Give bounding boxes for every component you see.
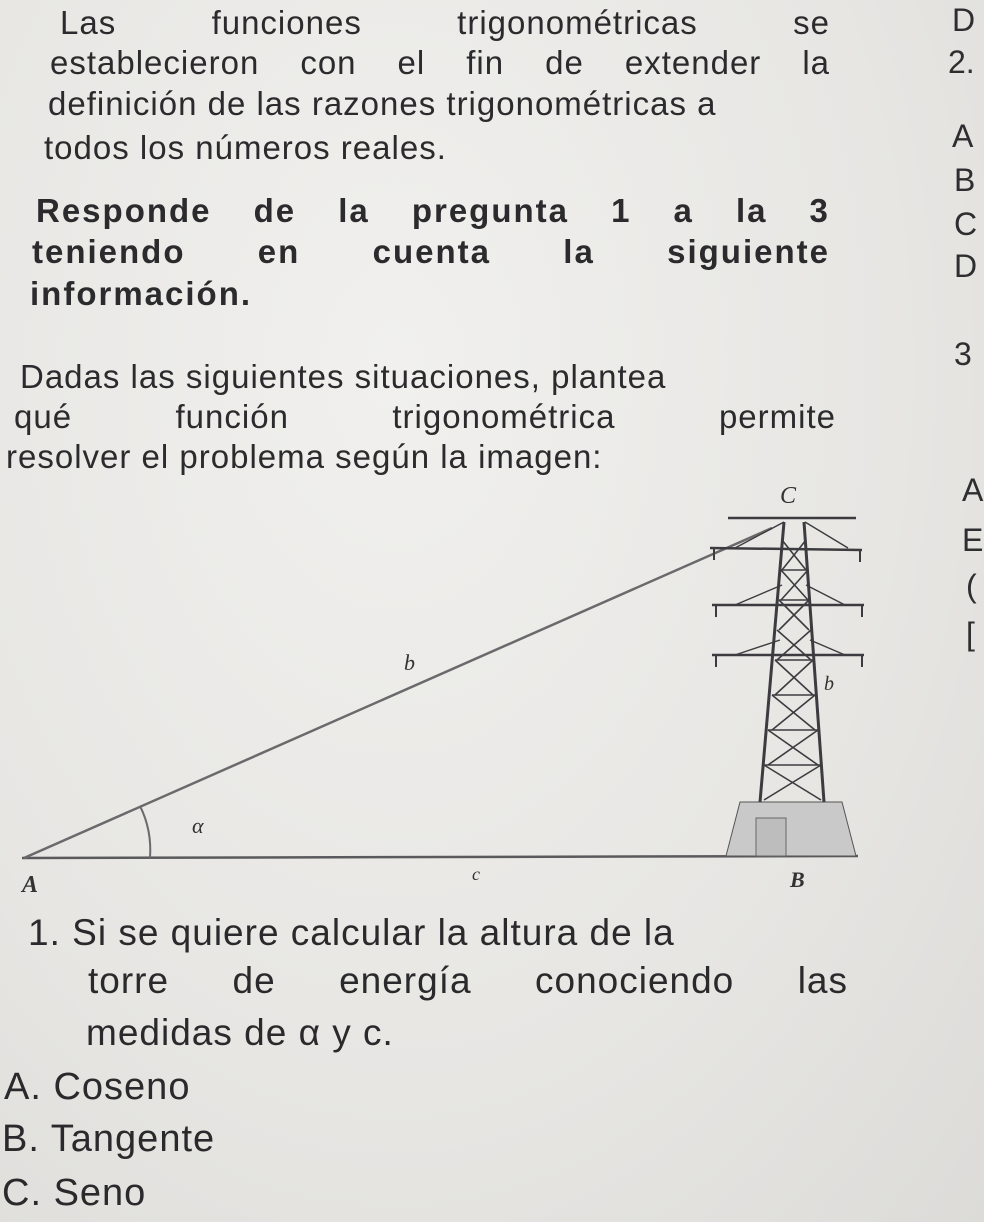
word: trigonométrica bbox=[392, 398, 616, 435]
margin-letter-d: D bbox=[952, 2, 976, 38]
angle-arc bbox=[140, 806, 150, 858]
intro-line-4: todos los números reales. bbox=[44, 129, 447, 166]
prompt-line-3: resolver el problema según la imagen: bbox=[6, 438, 603, 475]
margin-option-d2: [ bbox=[966, 616, 975, 652]
word: funciones bbox=[211, 4, 362, 41]
word: la bbox=[338, 192, 370, 229]
word: se bbox=[793, 4, 830, 41]
instruction-line-3: información. bbox=[30, 275, 253, 312]
option-text: Seno bbox=[53, 1172, 147, 1214]
word: la bbox=[735, 192, 768, 229]
vertex-b-label: B bbox=[790, 867, 805, 892]
prompt-line-1: Dadas las siguientes situaciones, plantea bbox=[20, 358, 667, 395]
word: 3 bbox=[809, 192, 830, 229]
margin-option-b2: E bbox=[962, 522, 984, 558]
option-letter: B. bbox=[2, 1118, 40, 1160]
word: Responde bbox=[36, 192, 212, 229]
vertex-c-label: C bbox=[780, 483, 797, 509]
word: de bbox=[545, 44, 584, 81]
word: la bbox=[563, 233, 595, 270]
option-text: Tangente bbox=[50, 1118, 216, 1160]
word: pregunta bbox=[411, 192, 569, 229]
margin-option-b: B bbox=[954, 162, 976, 198]
intro-line-3: definición de las razones trigonométricas a bbox=[48, 85, 717, 122]
margin-option-a2: A bbox=[962, 472, 984, 508]
word: en bbox=[257, 233, 301, 270]
option-letter: A. bbox=[4, 1066, 42, 1108]
tower-height-label: b bbox=[824, 673, 834, 695]
word: de bbox=[232, 960, 276, 1001]
word: función bbox=[175, 398, 289, 435]
question-1-line-3: medidas de α y c. bbox=[86, 1012, 394, 1053]
margin-number-3: 3 bbox=[954, 336, 972, 372]
word: cuenta bbox=[372, 233, 491, 270]
word: el bbox=[397, 44, 426, 81]
word: siguiente bbox=[667, 233, 830, 270]
word: conociendo bbox=[535, 960, 735, 1001]
word: las bbox=[797, 960, 848, 1001]
side-b-label: b bbox=[404, 650, 415, 675]
word: de bbox=[253, 192, 297, 229]
word: la bbox=[802, 44, 830, 81]
option-a[interactable] bbox=[4, 1066, 190, 1109]
power-tower-icon bbox=[710, 518, 864, 856]
question-1-line-2 bbox=[88, 960, 848, 1002]
side-b-line bbox=[24, 528, 772, 858]
word: teniendo bbox=[32, 233, 186, 270]
word: establecieron bbox=[50, 44, 260, 81]
margin-option-d: D bbox=[954, 248, 978, 284]
margin-option-c2: ( bbox=[966, 568, 977, 604]
angle-alpha-label: α bbox=[192, 813, 204, 838]
word: con bbox=[300, 44, 357, 81]
option-c[interactable] bbox=[2, 1172, 146, 1215]
vertex-a-label: A bbox=[22, 872, 39, 898]
margin-number-2: 2. bbox=[948, 44, 975, 80]
word: trigonométricas bbox=[457, 4, 698, 41]
word: 1 bbox=[611, 192, 632, 229]
word: extender bbox=[624, 44, 762, 81]
word: qué bbox=[14, 398, 73, 435]
word: torre bbox=[88, 960, 170, 1001]
option-b[interactable] bbox=[2, 1118, 215, 1161]
word: Las bbox=[60, 4, 117, 41]
margin-option-c: C bbox=[954, 206, 978, 242]
option-text: Coseno bbox=[53, 1066, 191, 1108]
option-letter: C. bbox=[2, 1172, 42, 1214]
word: permite bbox=[718, 398, 836, 435]
side-c-label: c bbox=[472, 864, 480, 884]
word: energía bbox=[339, 960, 472, 1001]
word: fin bbox=[466, 44, 505, 81]
question-1-line-1: 1. Si se quiere calcular la altura de la bbox=[28, 912, 675, 953]
margin-option-a: A bbox=[952, 118, 974, 154]
word: a bbox=[673, 192, 694, 229]
